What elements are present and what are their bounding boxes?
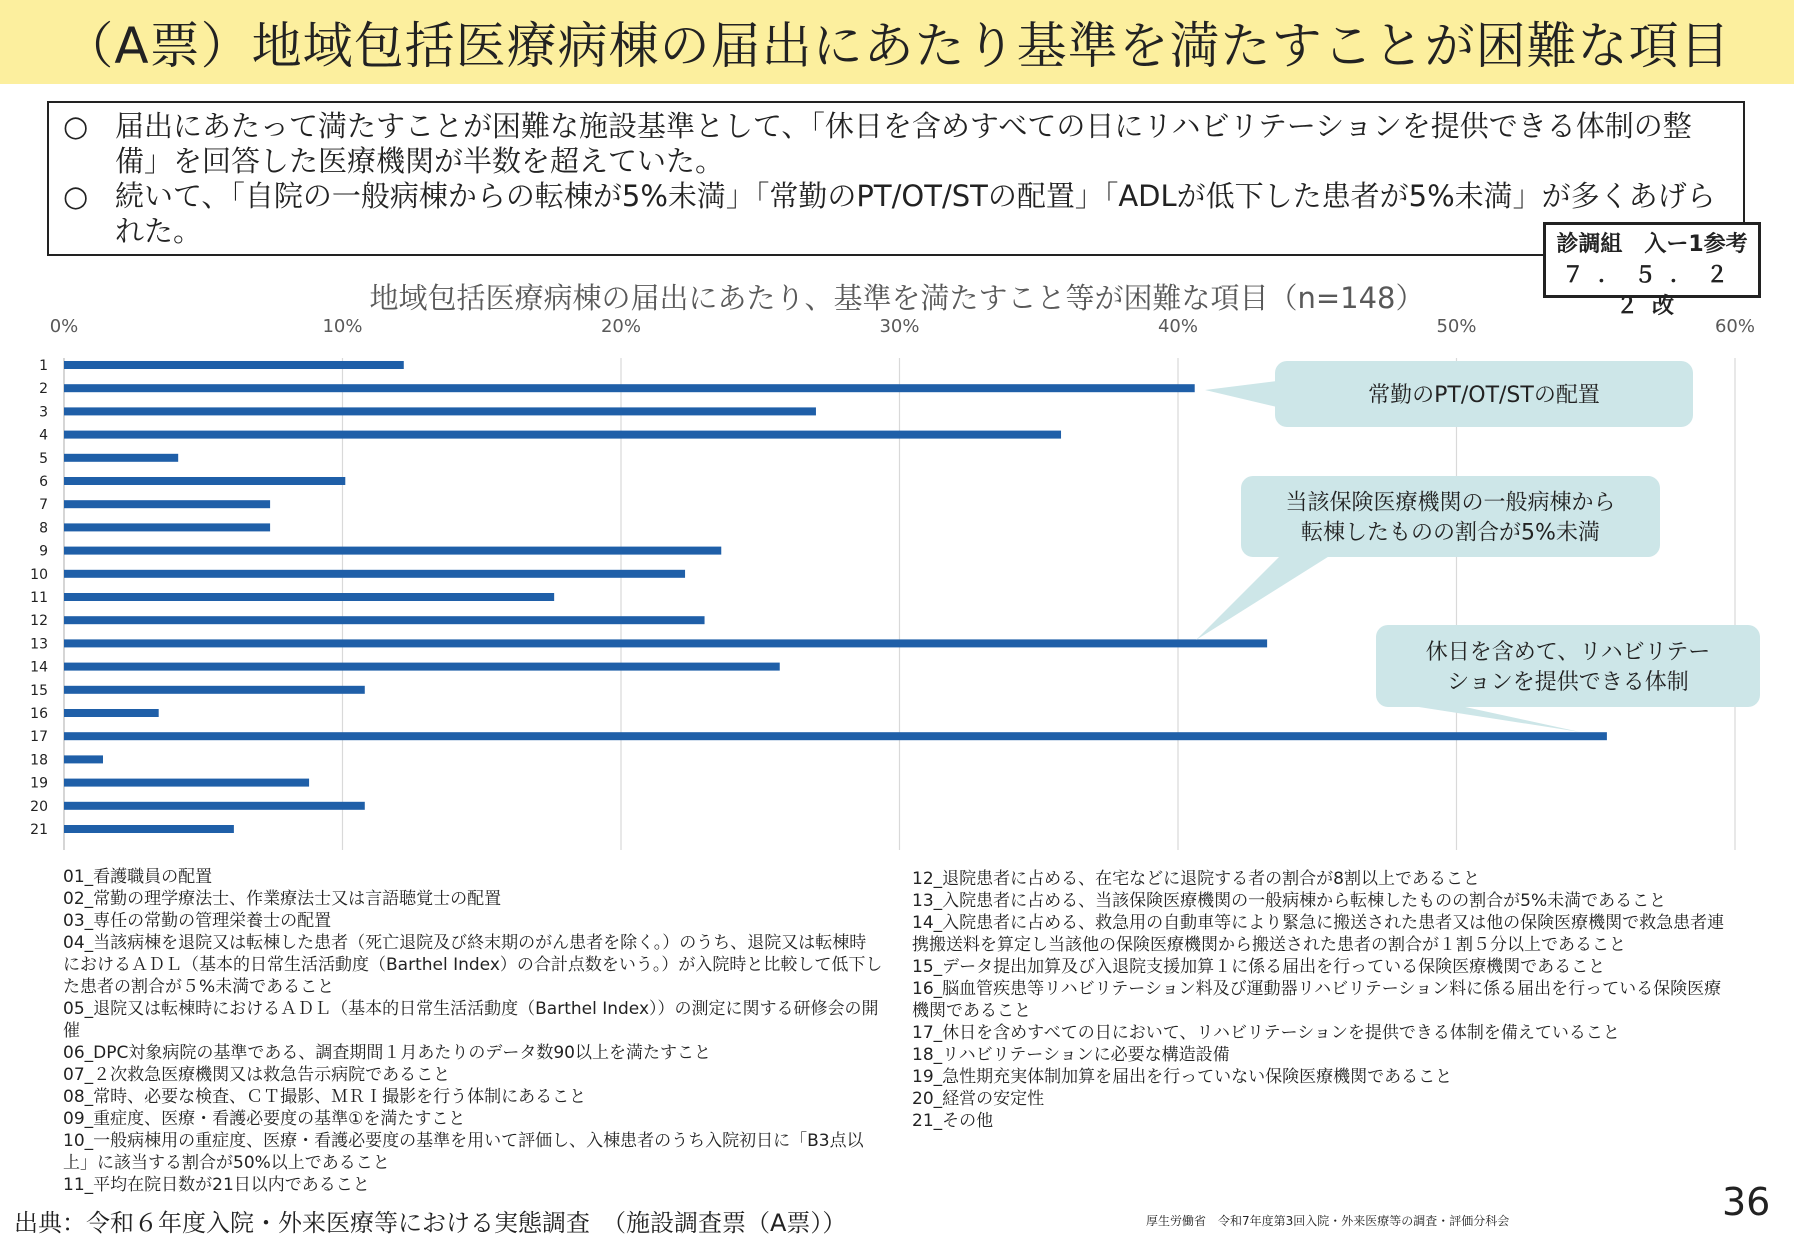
reference-line-1: 診調組 入ー1参考 (1556, 232, 1748, 257)
bar (64, 407, 816, 415)
legend-item: 19_急性期充実体制加算を届出を行っていない保険医療機関であること (912, 1067, 1453, 1087)
legend-item: 18_リハビリテーションに必要な構造設備 (912, 1045, 1230, 1065)
legend-item: 12_退院患者に占める、在宅などに退院する者の割合が8割以上であること (912, 869, 1480, 889)
bar (64, 523, 270, 531)
y-tick-label: 3 (39, 404, 48, 421)
summary-item (63, 109, 1729, 179)
legend-item: 04_当該病棟を退院又は転棟した患者（死亡退院及び終末期のがん患者を除く。）のうち、退院又は転棟時におけるＡＤＬ（基本的日常生活活動度（Barthel Index）の合計点数をいう。）が入院時と比較して低下した患者の割合が５%未満であること (63, 933, 883, 997)
legend-item: 09_重症度、医療・看護必要度の基準①を満たすこと (63, 1109, 466, 1129)
bar (64, 361, 404, 369)
summary-item (63, 179, 1729, 249)
y-tick-label: 17 (30, 729, 48, 746)
summary-box (47, 101, 1745, 256)
y-tick-label: 5 (39, 450, 48, 467)
legend-item: 14_入院患者に占める、救急用の自動車等により緊急に搬送された患者又は他の保険医療機関で救急患者連携搬送料を算定し当該他の保険医療機関から搬送された患者の割合が１割５分以上であること (912, 913, 1725, 955)
y-tick-label: 20 (30, 798, 48, 815)
y-tick-label: 15 (30, 682, 48, 699)
legend-item: 10_一般病棟用の重症度、医療・看護必要度の基準を用いて評価し、入棟患者のうち入院初日に「B3点以上」に該当する割合が50%以上であること (63, 1131, 864, 1173)
y-tick-label: 7 (39, 497, 48, 514)
legend-item: 17_休日を含めすべての日において、リハビリテーションを提供できる体制を備えていること (912, 1023, 1620, 1043)
x-tick-label: 10% (322, 316, 363, 337)
page-number: 36 (1722, 1180, 1771, 1224)
x-tick-label: 30% (879, 316, 920, 337)
y-tick-label: 2 (39, 381, 48, 398)
y-tick-label: 8 (39, 520, 48, 537)
y-tick-label: 21 (30, 822, 48, 838)
legend-item: 02_常勤の理学療法士、作業療法士又は言語聴覚士の配置 (63, 889, 502, 909)
y-tick-label: 6 (39, 474, 48, 490)
legend-item: 07_２次救急医療機関又は救急告示病院であること (63, 1065, 451, 1085)
x-tick-label: 20% (600, 316, 642, 337)
bar (64, 593, 554, 601)
footer-organization: 厚生労働省 令和7年度第3回入院・外来医療等の調査・評価分科会 (1146, 1214, 1510, 1228)
y-tick-label: 11 (30, 590, 48, 606)
bar (64, 825, 234, 833)
bar (64, 570, 685, 578)
bar (64, 709, 159, 717)
legend-item: 20_経営の安定性 (912, 1089, 1045, 1109)
legend-item: 21_その他 (912, 1111, 994, 1131)
x-tick-label: 60% (1714, 316, 1756, 337)
y-tick-label: 19 (30, 775, 48, 792)
bar (64, 431, 1061, 439)
legend-item: 06_DPC対象病院の基準である、調査期間１月あたりのデータ数90以上を満たすこと (63, 1043, 711, 1063)
y-tick-label: 4 (39, 427, 48, 444)
y-tick-label: 1 (39, 358, 48, 374)
callout (1205, 361, 1693, 427)
y-tick-label: 9 (39, 543, 48, 560)
x-tick-label: 50% (1436, 316, 1477, 337)
callout-pointer (1196, 555, 1331, 640)
bar (64, 663, 780, 671)
callout-pointer (1205, 381, 1277, 407)
callout (1196, 476, 1660, 640)
legend-item: 13_入院患者に占める、当該保険医療機関の一般病棟から転棟したものの割合が5%未満であること (912, 891, 1667, 911)
legend-item: 05_退院又は転棟時におけるＡＤＬ（基本的日常生活活動度（Barthel Index））の測定に関する研修会の開催 (63, 999, 879, 1041)
y-tick-label: 16 (30, 706, 48, 722)
bullet-circle-icon: ○ (63, 179, 89, 213)
bar (64, 616, 705, 624)
bar (64, 547, 721, 555)
y-tick-label: 12 (30, 613, 48, 630)
bar (64, 755, 103, 763)
bar (64, 686, 365, 694)
legend-item: 16_脳血管疾患等リハビリテーション料及び運動器リハビリテーション料に係る届出を行っている保険医療機関であること (912, 979, 1722, 1021)
callout-text: 転棟したものの割合が5%未満 (1301, 520, 1600, 546)
bullet-circle-icon: ○ (63, 109, 89, 143)
title-bar (0, 0, 1794, 84)
bar-chart (0, 310, 1794, 866)
callout-text: 当該保険医療機関の一般病棟から (1285, 490, 1616, 516)
legend-item: 03_専任の常勤の管理栄養士の配置 (63, 911, 332, 931)
legend-item: 11_平均在院日数が21日以内であること (63, 1175, 370, 1195)
chart-title: 地域包括医療病棟の届出にあたり、基準を満たすこと等が困難な項目（n=148） (369, 281, 1425, 315)
x-tick-label: 0% (49, 316, 79, 337)
callout-text: 常勤のPT/OT/STの配置 (1368, 383, 1600, 408)
legend-item: 01_看護職員の配置 (63, 867, 213, 887)
bar (64, 802, 365, 810)
x-tick-label: 40% (1157, 316, 1199, 337)
summary-text: 届出にあたって満たすことが困難な施設基準として、「休日を含めすべての日にリハビリテーションを提供できる体制の整備」を回答した医療機関が半数を超えていた。 (115, 109, 1692, 178)
legend-left (63, 866, 883, 1196)
callout (1376, 625, 1760, 732)
bar (64, 477, 345, 485)
legend-right (912, 868, 1732, 1132)
y-tick-label: 10 (30, 566, 48, 583)
y-tick-label: 13 (30, 636, 48, 653)
callout-text: 休日を含めて、リハビリテー (1425, 640, 1711, 665)
bar (64, 779, 309, 787)
callout-pointer (1406, 705, 1580, 732)
legend-item: 08_常時、必要な検査、ＣＴ撮影、ＭＲＩ撮影を行う体制にあること (63, 1087, 587, 1107)
reference-line-2: ７．５．２２改 (1561, 263, 1742, 319)
source-note: 出典：令和６年度入院・外来医療等における実態調査 （施設調査票（A票）） (14, 1209, 847, 1237)
y-tick-label: 18 (30, 752, 48, 769)
bar (64, 500, 270, 508)
bar (64, 732, 1607, 740)
callout-text: ションを提供できる体制 (1447, 670, 1689, 695)
bar (64, 384, 1195, 392)
summary-text: 続いて、「自院の一般病棟からの転棟が5%未満」「常勤のPT/OT/STの配置」「ADLが低下した患者が5%未満」が多くあげられた。 (115, 179, 1716, 248)
bar (64, 639, 1267, 647)
y-tick-label: 14 (30, 659, 48, 676)
legend-item: 15_データ提出加算及び入退院支援加算１に係る届出を行っている保険医療機関であること (912, 957, 1606, 977)
bar (64, 454, 178, 462)
page-title: （A票）地域包括医療病棟の届出にあたり基準を満たすことが困難な項目 (63, 17, 1731, 75)
